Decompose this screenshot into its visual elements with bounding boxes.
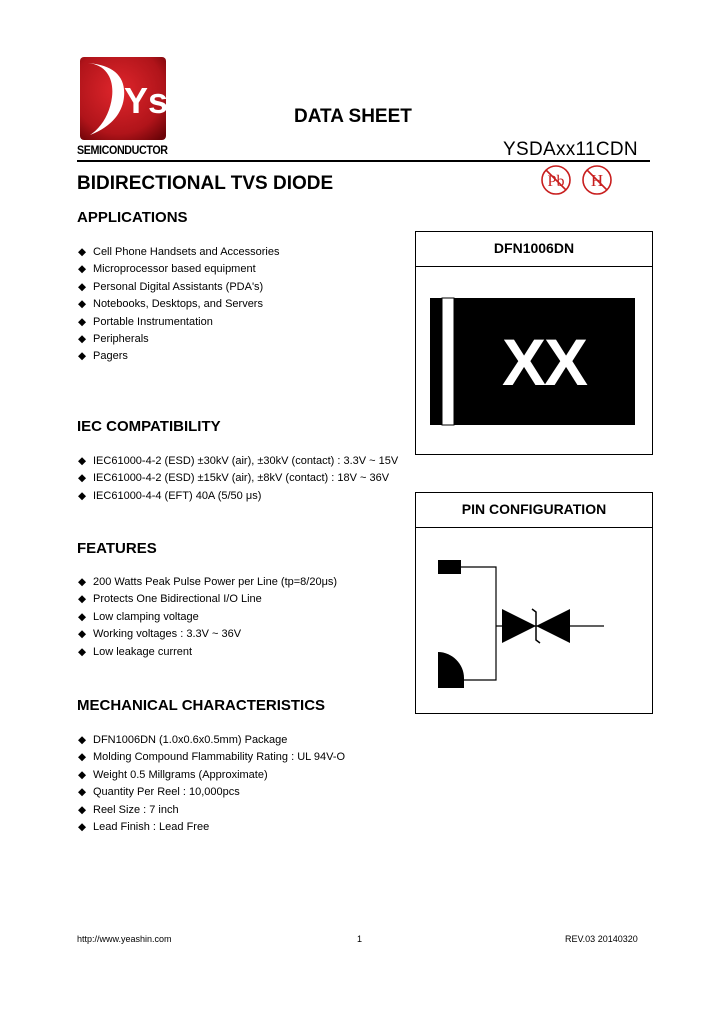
- product-title: BIDIRECTIONAL TVS DIODE: [77, 173, 334, 194]
- diamond-bullet-icon: ◆: [78, 315, 87, 328]
- list-item: ◆ Cell Phone Handsets and Accessories: [77, 244, 280, 261]
- diamond-bullet-icon: ◆: [78, 263, 87, 276]
- diamond-bullet-icon: ◆: [78, 768, 87, 781]
- pin-config-box: [415, 492, 653, 714]
- iec-list: [77, 453, 398, 505]
- applications-list: [77, 244, 280, 366]
- diamond-bullet-icon: ◆: [78, 332, 87, 345]
- list-item: ◆ Protects One Bidirectional I/O Line: [77, 591, 337, 608]
- list-item: ◆ IEC61000-4-4 (EFT) 40A (5/50 μs): [77, 488, 398, 505]
- diamond-bullet-icon: ◆: [78, 820, 87, 833]
- diamond-bullet-icon: ◆: [78, 751, 87, 764]
- diamond-bullet-icon: ◆: [78, 280, 87, 293]
- pin1-marker-band: [442, 298, 454, 425]
- company-logo: [80, 57, 166, 140]
- footer-url: http://www.yeashin.com: [77, 934, 172, 944]
- list-item: ◆ IEC61000-4-2 (ESD) ±15kV (air), ±8kV (contact) : 18V ~ 36V: [77, 470, 398, 487]
- doc-title: DATA SHEET: [294, 106, 412, 127]
- diamond-bullet-icon: ◆: [78, 298, 87, 311]
- diode-triangle-left: [502, 609, 536, 643]
- diamond-bullet-icon: ◆: [78, 576, 87, 588]
- list-item: ◆ Peripherals: [77, 331, 280, 348]
- list-item: ◆ Low clamping voltage: [77, 609, 337, 626]
- package-title: DFN1006DN: [416, 232, 652, 267]
- list-item: ◆ Reel Size : 7 inch: [77, 802, 345, 819]
- diamond-bullet-icon: ◆: [78, 489, 87, 502]
- list-item: ◆ Low leakage current: [77, 644, 337, 661]
- list-item: ◆ Pagers: [77, 348, 280, 365]
- pin2-pad: [438, 652, 464, 688]
- list-item: ◆ Microprocessor based equipment: [77, 261, 280, 278]
- mechanical-list: [77, 732, 345, 836]
- pb-badge-text: Pb: [547, 173, 565, 190]
- features-heading: FEATURES: [77, 540, 157, 557]
- iec-heading: IEC COMPATIBILITY: [77, 418, 221, 435]
- mechanical-heading: MECHANICAL CHARACTERISTICS: [77, 697, 326, 714]
- footer-revision: REV.03 20140320: [565, 934, 638, 944]
- diamond-bullet-icon: ◆: [78, 734, 87, 746]
- halogen-badge-text: H: [590, 171, 604, 190]
- footer-page-number: 1: [357, 934, 363, 944]
- diode-triangle-right: [536, 609, 570, 643]
- diamond-bullet-icon: ◆: [78, 350, 87, 363]
- list-item: ◆ Lead Finish : Lead Free: [77, 819, 345, 836]
- diamond-bullet-icon: ◆: [78, 803, 87, 816]
- list-item: ◆ Quantity Per Reel : 10,000pcs: [77, 784, 345, 801]
- diamond-bullet-icon: ◆: [78, 645, 87, 658]
- list-item: ◆ 200 Watts Peak Pulse Power per Line (tp=8/20μs): [77, 574, 337, 591]
- list-item: ◆ Weight 0.5 Millgrams (Approximate): [77, 767, 345, 784]
- list-item: ◆ IEC61000-4-2 (ESD) ±30kV (air), ±30kV (contact) : 3.3V ~ 15V: [77, 453, 398, 470]
- pin-config-title: PIN CONFIGURATION: [416, 493, 652, 528]
- features-list: [77, 574, 337, 661]
- logo-subtitle: SEMICONDUCTOR: [77, 145, 168, 157]
- pin1-pad: [438, 560, 461, 574]
- diamond-bullet-icon: ◆: [78, 786, 87, 799]
- part-number: YSDAxx11CDN: [503, 139, 638, 160]
- diamond-bullet-icon: ◆: [78, 610, 87, 623]
- list-item: ◆ DFN1006DN (1.0x0.6x0.5mm) Package: [77, 732, 345, 749]
- diamond-bullet-icon: ◆: [78, 472, 87, 485]
- list-item: ◆ Working voltages : 3.3V ~ 36V: [77, 626, 337, 643]
- applications-heading: APPLICATIONS: [77, 209, 188, 226]
- pin-config-diagram: [416, 528, 652, 713]
- package-marking: XX: [501, 325, 587, 399]
- diamond-bullet-icon: ◆: [78, 455, 87, 467]
- logo-letters: Ys: [124, 80, 166, 121]
- list-item: ◆ Personal Digital Assistants (PDA's): [77, 279, 280, 296]
- list-item: ◆ Notebooks, Desktops, and Servers: [77, 296, 280, 313]
- list-item: ◆ Portable Instrumentation: [77, 314, 280, 331]
- halogen-free-icon: [583, 166, 611, 194]
- diamond-bullet-icon: ◆: [78, 628, 87, 641]
- package-box: [415, 231, 653, 455]
- header-rule: [77, 160, 650, 162]
- diamond-bullet-icon: ◆: [78, 246, 87, 258]
- pb-free-icon: [542, 166, 570, 194]
- compliance-badges: [538, 163, 618, 199]
- diamond-bullet-icon: ◆: [78, 593, 87, 606]
- list-item: ◆ Molding Compound Flammability Rating : UL 94V-O: [77, 749, 345, 766]
